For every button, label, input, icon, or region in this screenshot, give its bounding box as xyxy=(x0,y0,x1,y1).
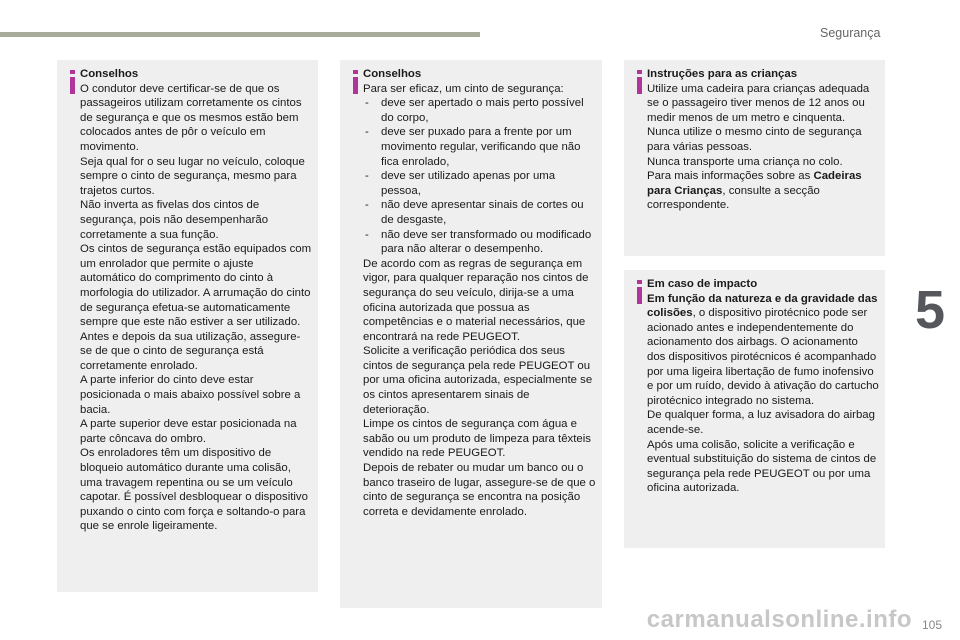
paragraph: De acordo com as regras de segurança em vigor, para qualquer reparação nos cintos de segurança do seu veículo, dirija-se a uma oficina autorizada que possua as competências e o material necessários, que encontrará na rede PEUGEOT. xyxy=(363,257,589,343)
paragraph: A parte superior deve estar posicionada na parte côncava do ombro. xyxy=(80,418,297,445)
list-item: - deve ser puxado para a frente por um movimento regular, verificando que não fica enrolado, xyxy=(363,125,596,169)
list-item: - deve ser apertado o mais perto possível do corpo, xyxy=(363,96,596,125)
paragraph: Para ser eficaz, um cinto de segurança: xyxy=(363,82,564,95)
section-title: Segurança xyxy=(820,26,881,40)
info-icon xyxy=(63,70,81,94)
text: Para mais informações sobre as xyxy=(647,170,814,183)
paragraph: Seja qual for o seu lugar no veículo, coloque sempre o cinto de segurança, mesmo para trajetos curtos. xyxy=(80,155,305,197)
box-title: Conselhos xyxy=(80,68,139,80)
paragraph: O condutor deve certificar-se de que os passageiros utilizam corretamente os cintos de segurança e que os mesmos estão bem colocados antes de pôr o veículo em movimento. xyxy=(80,82,302,153)
children-box xyxy=(624,60,885,256)
paragraph: Nunca utilize o mesmo cinto de segurança para várias pessoas. xyxy=(647,126,862,153)
box-title: Instruções para as crianças xyxy=(647,68,798,80)
text: , consulte a secção correspondente. xyxy=(647,184,820,212)
paragraph: A parte inferior do cinto deve estar posicionada o mais abaixo possível sobre a bacia. xyxy=(80,374,301,416)
paragraph: Limpe os cintos de segurança com água e sabão ou um produto de limpeza para têxteis vendido na rede PEUGEOT. xyxy=(363,418,591,460)
page-number: 105 xyxy=(921,618,942,632)
box-title: Conselhos xyxy=(363,68,422,80)
child-seats-link-text: Cadeiras para Crianças xyxy=(647,170,862,197)
info-icon xyxy=(346,70,364,94)
info-icon xyxy=(630,70,648,94)
text: , o dispositivo pirotécnico pode ser acionado antes e independentemente do acionamento dos airbags. O acionamento dos dispositivos pirotécnicos é acompanhado por uma ligeira libertação de fumo inofensivo e por um ruído, devido à ativação do cartucho pirotécnico integrado no sistema. xyxy=(647,307,879,407)
advice-box-2 xyxy=(340,60,602,608)
chapter-number: 5 xyxy=(900,265,960,355)
advice-box-1 xyxy=(57,60,318,592)
paragraph: Nunca transporte uma criança no colo. xyxy=(647,155,843,168)
paragraph: Antes e depois da sua utilização, assegure-se de que o cinto de segurança está corretamente enrolado. xyxy=(80,330,301,372)
paragraph: Os enroladores têm um dispositivo de bloqueio automático durante uma colisão, uma travagem repentina ou se um veículo capotar. É possível desbloquear o dispositivo puxando o cinto com força e soltando-o para que se enrole ligeiramente. xyxy=(80,447,308,533)
paragraph: Solicite a verificação periódica dos seus cintos de segurança pela rede PEUGEOT ou por uma oficina autorizada, especialmente se os cintos apresentarem sinais de deterioração. xyxy=(363,345,593,416)
list-item: - não deve ser transformado ou modificado para não alterar o desempenho. xyxy=(363,228,596,257)
list-item: - deve ser utilizado apenas por uma pessoa, xyxy=(363,169,596,198)
header-bar xyxy=(0,32,480,37)
paragraph xyxy=(647,292,879,409)
requirements-list xyxy=(363,96,596,257)
box-title: Em caso de impacto xyxy=(647,278,758,290)
paragraph: Após uma colisão, solicite a verificação e eventual substituição do sistema de cintos de segurança pela rede PEUGEOT ou por uma oficina autorizada. xyxy=(647,438,877,495)
paragraph xyxy=(647,169,879,213)
impact-box xyxy=(624,270,885,548)
paragraph: Utilize uma cadeira para crianças adequada se o passageiro tiver menos de 12 anos ou medir menos de um metro e cinquenta. xyxy=(647,82,870,124)
paragraph: De qualquer forma, a luz avisadora do airbag acende-se. xyxy=(647,409,875,436)
list-item: - não deve apresentar sinais de cortes ou de desgaste, xyxy=(363,198,596,227)
paragraph: Depois de rebater ou mudar um banco ou o banco traseiro de lugar, assegure-se de que o cinto de segurança se encontra na posição correta e devidamente enrolado. xyxy=(363,462,596,518)
watermark: carmanualsonline.info xyxy=(646,606,912,633)
paragraph: Não inverta as fivelas dos cintos de segurança, pois não desempenharão corretamente a sua função. xyxy=(80,199,269,241)
info-icon xyxy=(630,280,648,304)
paragraph: Os cintos de segurança estão equipados com um enrolador que permite o ajuste automático do comprimento do cinto à morfologia do utilizador. A arrumação do cinto de segurança efetua-se automaticamente sempre que este não estiver a ser utilizado. xyxy=(80,243,312,329)
bold-text: Em função da natureza e da gravidade das colisões xyxy=(647,292,878,320)
